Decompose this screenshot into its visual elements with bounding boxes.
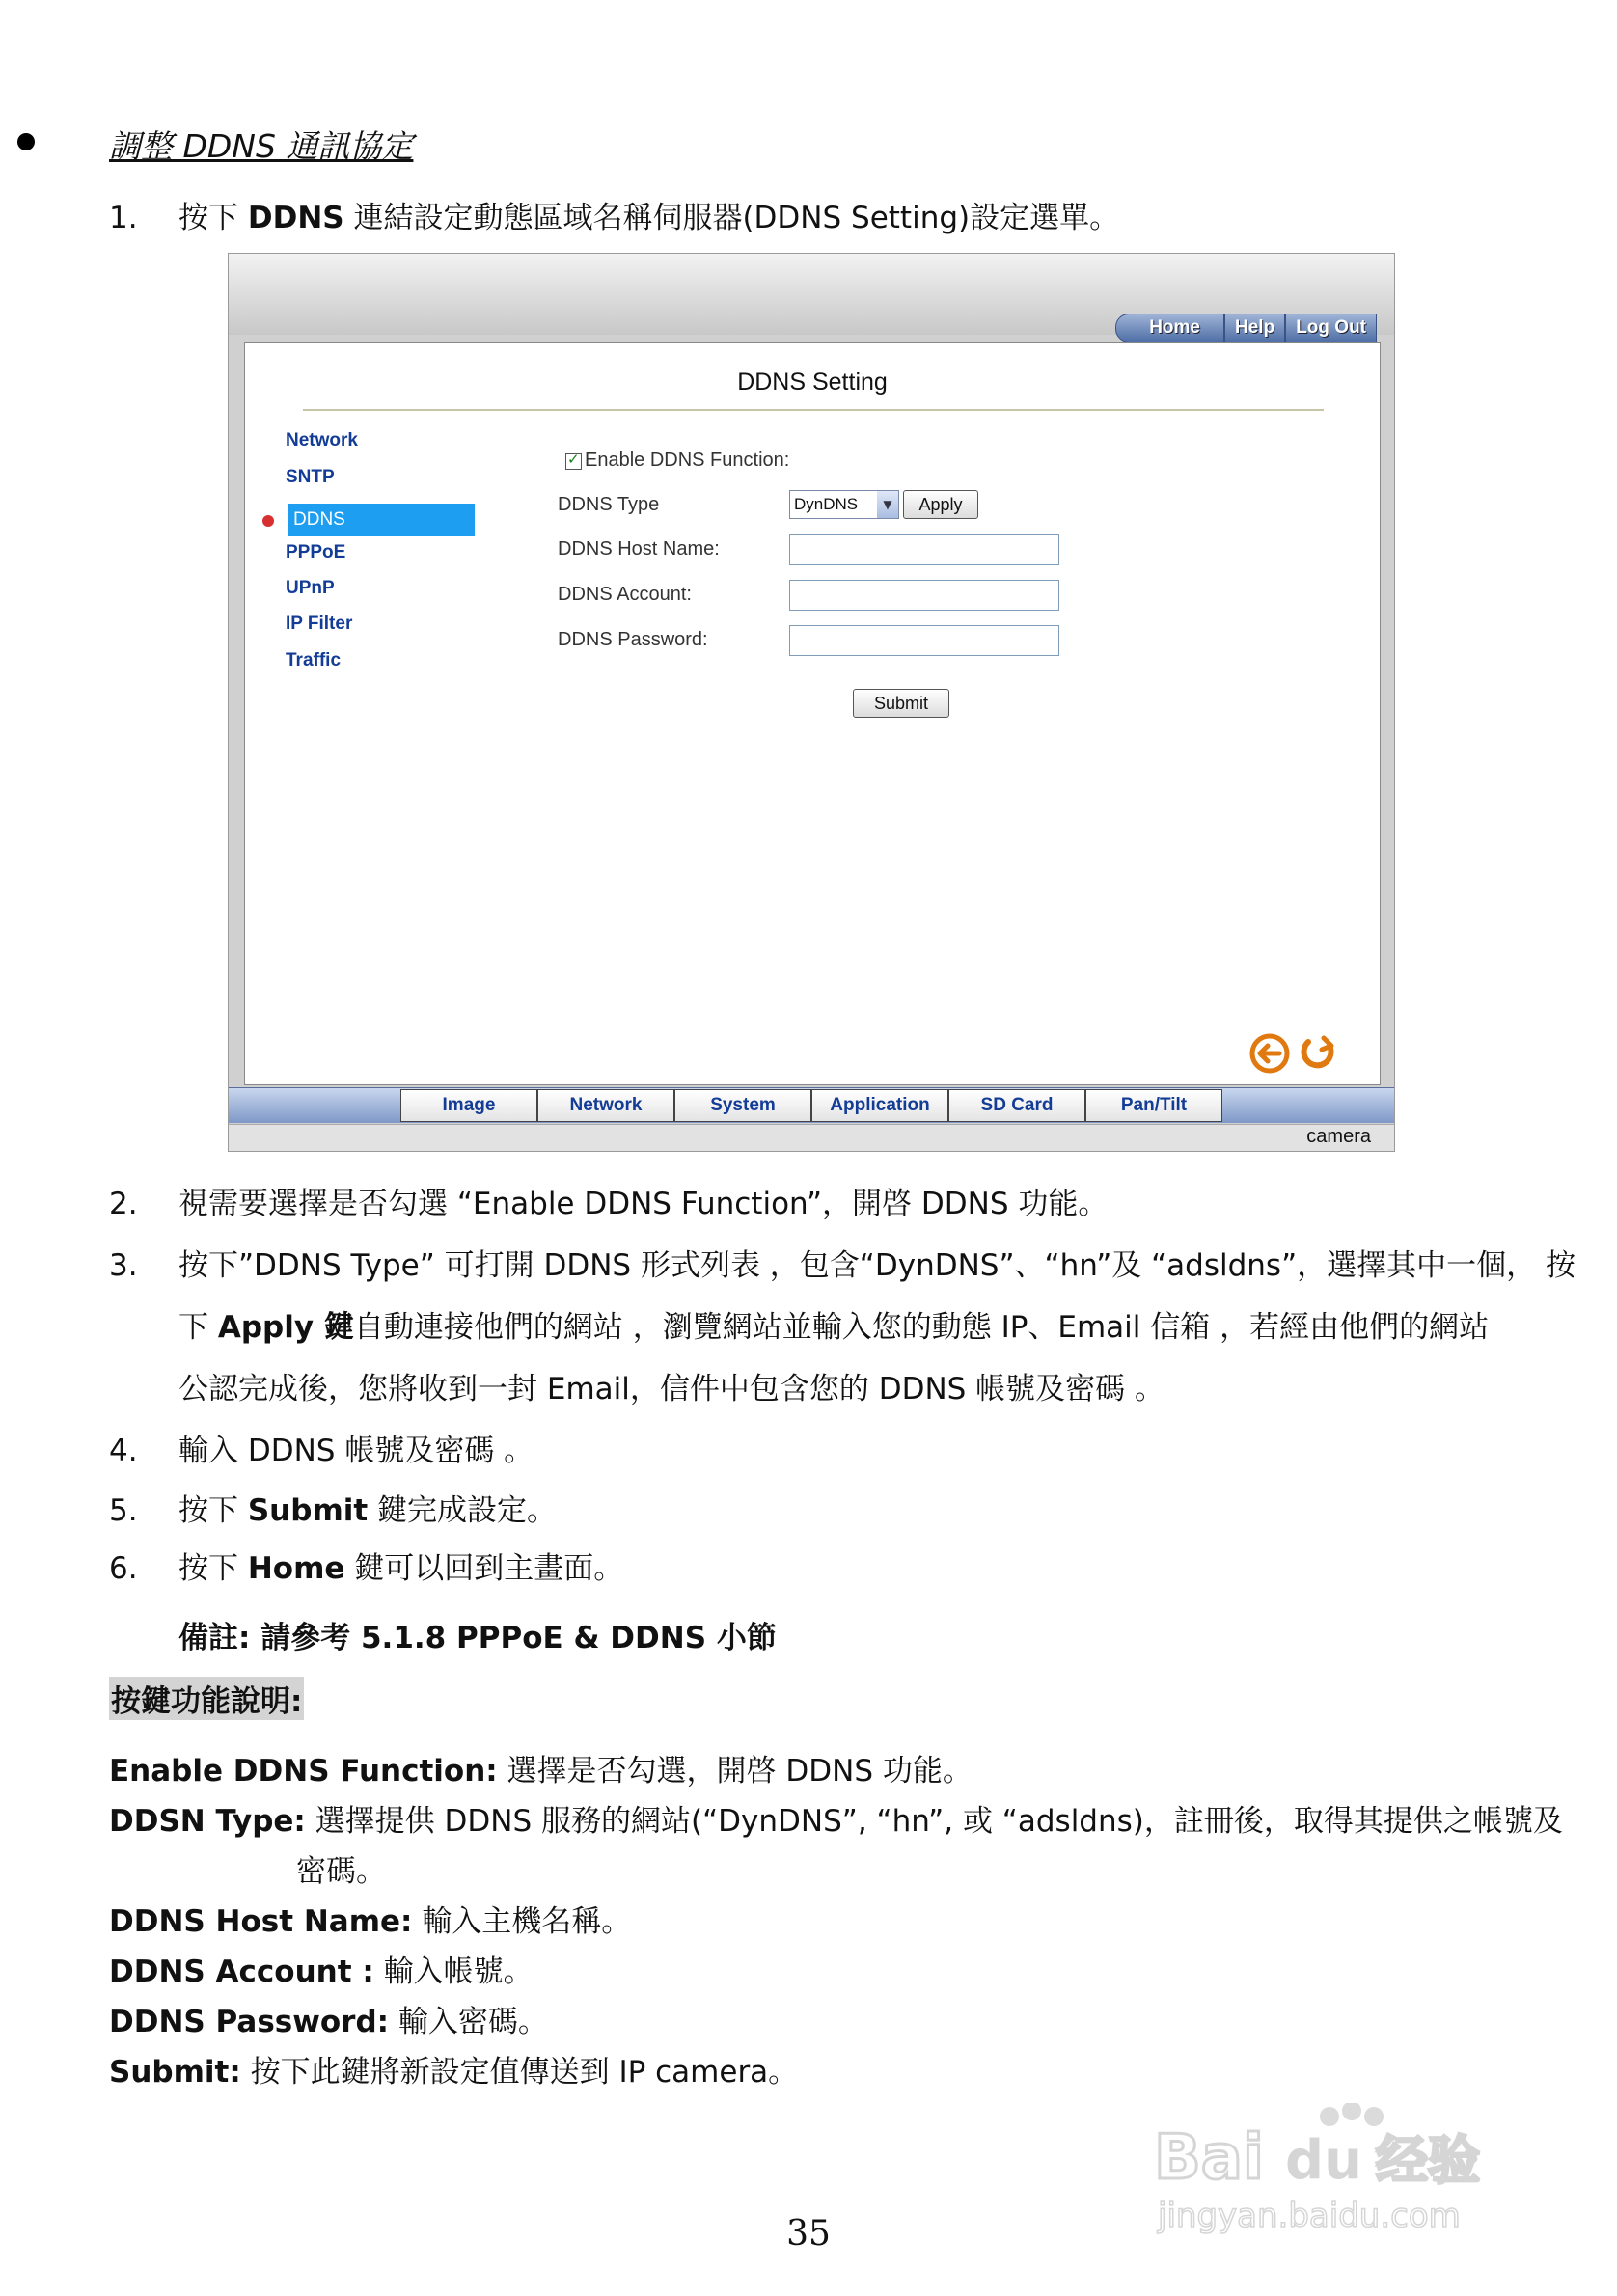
definition-enable: Enable DDNS Function: 選擇是否勾選，開啓 DDNS 功能。 [109,1754,973,1789]
refresh-icon[interactable] [1303,1038,1331,1065]
definition-host: DDNS Host Name: 輸入主機名稱。 [109,1904,632,1939]
brand-label: camera [1306,1126,1371,1147]
menu-item-upnp[interactable]: UPnP [286,578,335,598]
active-marker-icon [262,515,274,527]
help-button[interactable]: Help [1224,314,1285,342]
account-label: DDNS Account: [558,584,692,605]
menu-item-sntp[interactable]: SNTP [286,467,335,487]
tab-network[interactable]: Network [537,1089,674,1122]
menu-item-pppoe[interactable]: PPPoE [286,542,346,562]
account-input[interactable] [789,580,1059,611]
password-input[interactable] [789,625,1059,656]
bullet-icon [17,133,35,150]
step-2: 2. 視需要選擇是否勾選 “Enable DDNS Function”，開啓 DDNS 功能。 [109,1187,1109,1221]
section-title: 按鍵功能說明: [109,1677,304,1720]
svg-text:经验: 经验 [1376,2130,1480,2191]
home-button[interactable]: Home [1115,314,1224,342]
tab-system[interactable]: System [674,1089,811,1122]
section-heading: 調整 DDNS 通訊協定 [109,127,414,165]
password-label: DDNS Password: [558,629,708,650]
page-number: 35 [786,2214,831,2254]
ddns-setting-screenshot [228,253,1395,1152]
menu-item-ddns[interactable]: DDNS [288,504,475,536]
step-3-line-3: 公認完成後，您將收到一封 Email，信件中包含您的 DDNS 帳號及密碼 。 [178,1372,1165,1407]
step-4: 4. 輸入 DDNS 帳號及密碼 。 [109,1434,534,1468]
step-3: 3. 按下”DDNS Type” 可打開 DDNS 形式列表 ，包含“DynDNS”、“hn”及 “adsldns”，選擇其中一個， 按 [109,1248,1576,1283]
submit-button[interactable]: Submit [853,689,949,718]
back-arrow-icon[interactable] [1252,1036,1287,1071]
enable-ddns-checkbox[interactable] [565,453,582,470]
menu-item-network[interactable]: Network [286,430,358,451]
definition-submit: Submit: 按下此鍵將新設定值傳送到 IP camera。 [109,2055,799,2090]
host-name-label: DDNS Host Name: [558,538,720,560]
ddns-type-select[interactable]: DynDNS ▼ [789,490,899,519]
ddns-type-label: DDNS Type [558,494,660,515]
step-6: 6. 按下 Home 鍵可以回到主畫面。 [109,1551,624,1586]
chevron-down-icon: ▼ [877,491,898,518]
logout-button[interactable]: Log Out [1285,314,1377,342]
enable-ddns-label: Enable DDNS Function: [585,450,790,471]
tab-sd-card[interactable]: SD Card [948,1089,1085,1122]
panel-title: DDNS Setting [737,369,888,396]
definition-account: DDNS Account : 輸入帳號。 [109,1954,534,1989]
settings-panel [244,342,1381,1085]
step-1: 1. 按下 DDNS 連結設定動態區域名稱伺服器(DDNS Setting)設定選單。 [109,201,1120,235]
note: 備註: 請參考 5.1.8 PPPoE & DDNS 小節 [178,1621,777,1655]
apply-button[interactable]: Apply [903,490,978,519]
svg-text:jingyan.baidu.com: jingyan.baidu.com [1158,2197,1461,2235]
definition-password: DDNS Password: 輸入密碼。 [109,2005,548,2039]
baidu-watermark-logo [1154,2103,1540,2238]
step-5: 5. 按下 Submit 鍵完成設定。 [109,1493,558,1528]
tab-application[interactable]: Application [811,1089,948,1122]
svg-text:du: du [1285,2129,1362,2192]
svg-text:Bai: Bai [1154,2122,1264,2194]
status-bar [229,1124,1394,1152]
host-name-input[interactable] [789,534,1059,565]
divider [303,409,1324,411]
menu-item-traffic[interactable]: Traffic [286,650,342,670]
top-navigation [1115,314,1377,342]
menu-item-ip-filter[interactable]: IP Filter [286,614,353,634]
definition-type: DDSN Type: 選擇提供 DDNS 服務的網站(“DynDNS”, “hn”, 或 “adsldns)，註冊後，取得其提供之帳號及 [109,1804,1563,1839]
nav-icons [1248,1030,1345,1077]
tab-pan-tilt[interactable]: Pan/Tilt [1085,1089,1222,1122]
tab-image[interactable]: Image [400,1089,537,1122]
definition-type-cont: 密碼。 [296,1854,386,1889]
step-3-line-2: 下 Apply 鍵自動連接他們的網站 ，瀏覽網站並輸入您的動態 IP、Email 信箱 ，若經由他們的網站 [178,1310,1490,1345]
